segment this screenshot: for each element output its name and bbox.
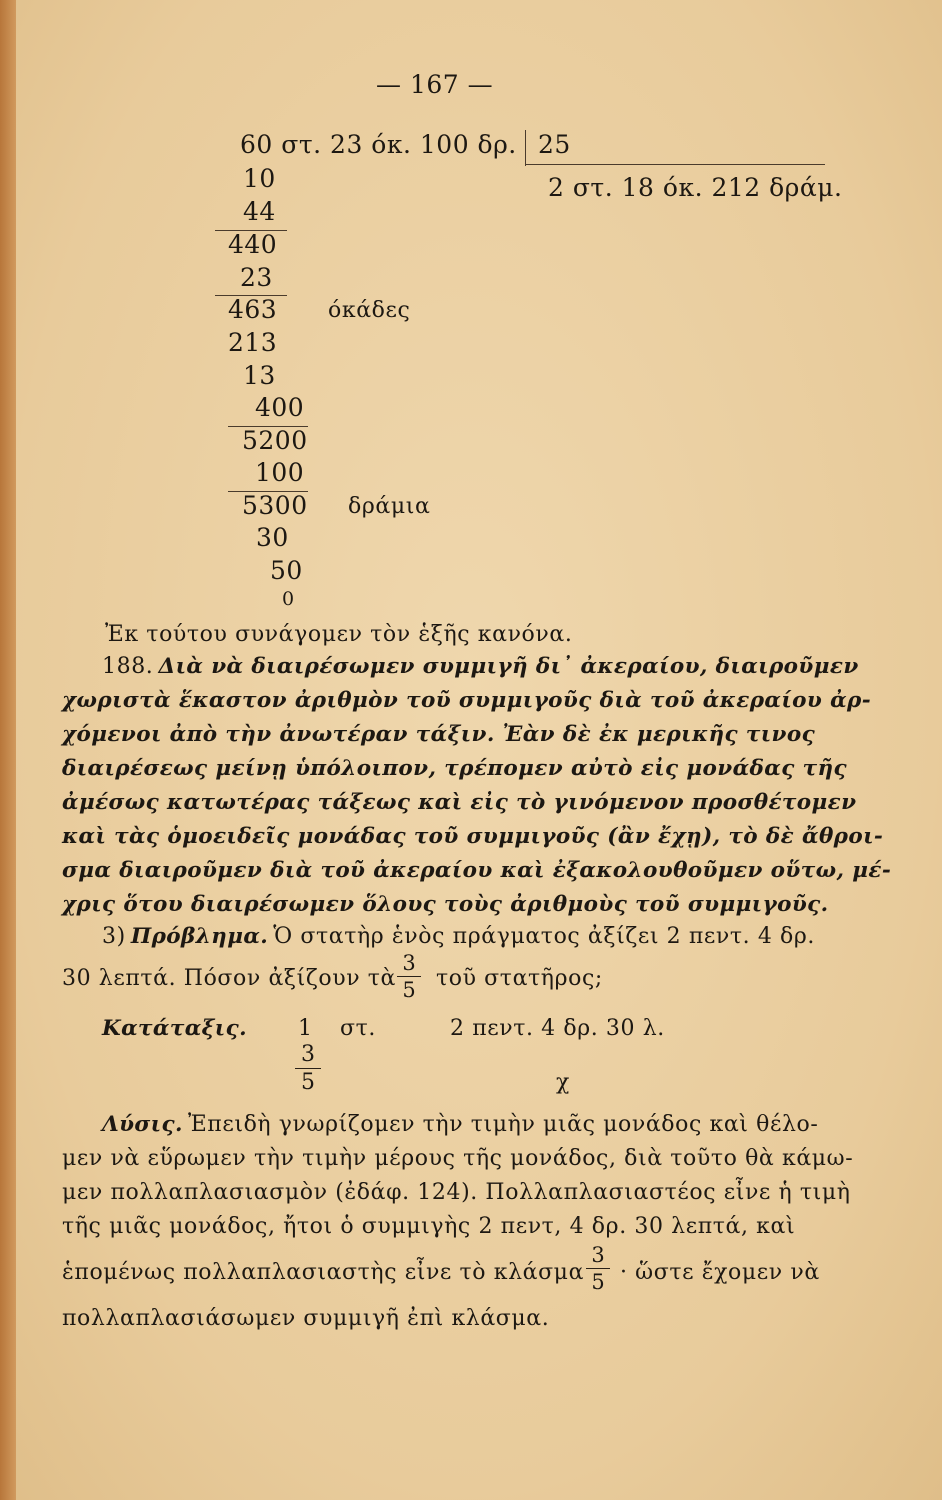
solution-line: πολλαπλασιάσωμεν συμμιγῆ ἐπὶ κλάσμα. [62,1306,550,1331]
problem-line: 30 λεπτά. Πόσον ἀξίζουν τὰ [62,966,396,991]
fraction-numerator: 3 [591,1243,605,1267]
unit-label-okades: όκάδες [328,298,411,323]
divisor: 25 [538,130,571,159]
step-line: 400 [255,393,305,422]
rule-paragraph-line: καὶ τὰς ὁμοειδεῖς μονάδας τοῦ συμμιγοῦς (ἂν ἔχῃ), τὸ δὲ ἄθροι- [62,824,884,849]
step-line: 100 [255,458,305,487]
solution-line: μεν πολλαπλασιασμὸν (ἐδάφ. 124). Πολλαπλασιαστέος εἶνε ἡ τιμὴ [62,1180,851,1205]
step-line: 23 [240,263,273,292]
problem-number: 3) [102,924,126,949]
quotient-rule [525,164,825,165]
rule-paragraph-line: χωριστὰ ἕκαστον ἀριθμὸν τοῦ συμμιγοῦς διὰ τοῦ ἀκεραίου ἀρ- [62,688,872,713]
arrangement-row: στ. [340,1016,376,1041]
intro-sentence: Ἐκ τούτου συνάγομεν τὸν ἑξῆς κανόνα. [105,622,573,647]
rule-paragraph-line: διαιρέσεως μείνῃ ὑπόλοιπον, τρέπομεν αὐτὸ εἰς μονάδας τῆς [62,756,847,781]
problem-text: Ὁ στατὴρ ἑνὸς πράγματος ἀξίζει 2 πεντ. 4 δρ. [273,924,816,949]
step-line: 463 [228,295,278,324]
solution-text: Ἐπειδὴ γνωρίζομεν τὴν τιμὴν μιᾶς μονάδος καὶ θέλο- [187,1112,819,1137]
page-number: — 167 — [376,70,494,99]
step-line: 0 [282,588,295,610]
rule-paragraph-line: ἀμέσως κατωτέρας τάξεως καὶ εἰς τὸ γινόμενον προσθέτομεν [62,790,857,815]
solution-line: ἑπομένως πολλαπλασιαστὴς εἶνε τὸ κλάσμα [62,1260,585,1285]
fraction-three-fifths [586,1243,610,1294]
rule-paragraph-line [102,654,862,679]
quotient: 2 στ. 18 όκ. 212 δράμ. [548,173,843,202]
unit-label-dramia: δράμια [348,494,431,519]
arrangement-row: 2 πεντ. 4 δρ. 30 λ. [450,1016,665,1041]
step-line: 440 [228,230,278,259]
step-line: 30 [256,523,289,552]
step-line: 10 [243,164,276,193]
page-edge [0,0,16,1500]
step-line: 50 [270,556,303,585]
step-line: 13 [243,361,276,390]
step-line: 213 [228,328,278,357]
dividend: 60 στ. 23 όκ. 100 δρ. [240,130,517,159]
fraction-denominator: 5 [591,1270,605,1294]
fraction-numerator: 3 [402,951,416,975]
arrangement-label: Κατάταξις. [102,1016,247,1041]
fraction-denominator: 5 [301,1070,315,1095]
problem-line: τοῦ στατῆρος; [436,966,603,991]
rule-paragraph-line: χόμενοι ἀπὸ τὴν ἀνωτέραν τάξιν. Ἐὰν δὲ ἐκ μερικῆς τινος [62,722,816,747]
step-line: 5300 [242,491,308,520]
rule-paragraph-line: σμα διαιροῦμεν διὰ τοῦ ἀκεραίου καὶ ἐξακολουθοῦμεν οὕτω, μέ- [62,858,892,883]
solution-line: μεν νὰ εὕρωμεν τὴν τιμὴν μέρους τῆς μονάδος, διὰ τοῦτο θὰ κάμω- [62,1146,854,1171]
arrangement-row: 1 [298,1016,313,1041]
problem-label: Πρόβλημα. [130,924,269,949]
fraction-three-fifths [397,951,421,1002]
rule-text: Διὰ νὰ διαιρέσωμεν συμμιγῆ δι᾽ ἀκεραίου, διαιροῦμεν [158,654,859,679]
problem-line [102,924,862,949]
fraction-three-fifths [295,1042,321,1095]
fraction-denominator: 5 [402,978,416,1002]
solution-line: τῆς μιᾶς μονάδος, ἤτοι ὁ συμμιγὴς 2 πεντ, 4 δρ. 30 λεπτά, καὶ [62,1214,796,1239]
unknown-x: χ [556,1070,570,1095]
section-number: 188. [102,654,154,679]
rule-paragraph-line: χρις ὅτου διαιρέσωμεν ὅλους τοὺς ἀριθμοὺς τοῦ συμμιγοῦς. [62,892,829,917]
solution-line [102,1112,862,1137]
division-bar [525,130,526,166]
solution-line: · ὥστε ἔχομεν νὰ [620,1260,820,1285]
step-line: 44 [243,197,276,226]
solution-label: Λύσις. [102,1112,183,1137]
fraction-numerator: 3 [301,1042,315,1067]
step-line: 5200 [242,426,308,455]
